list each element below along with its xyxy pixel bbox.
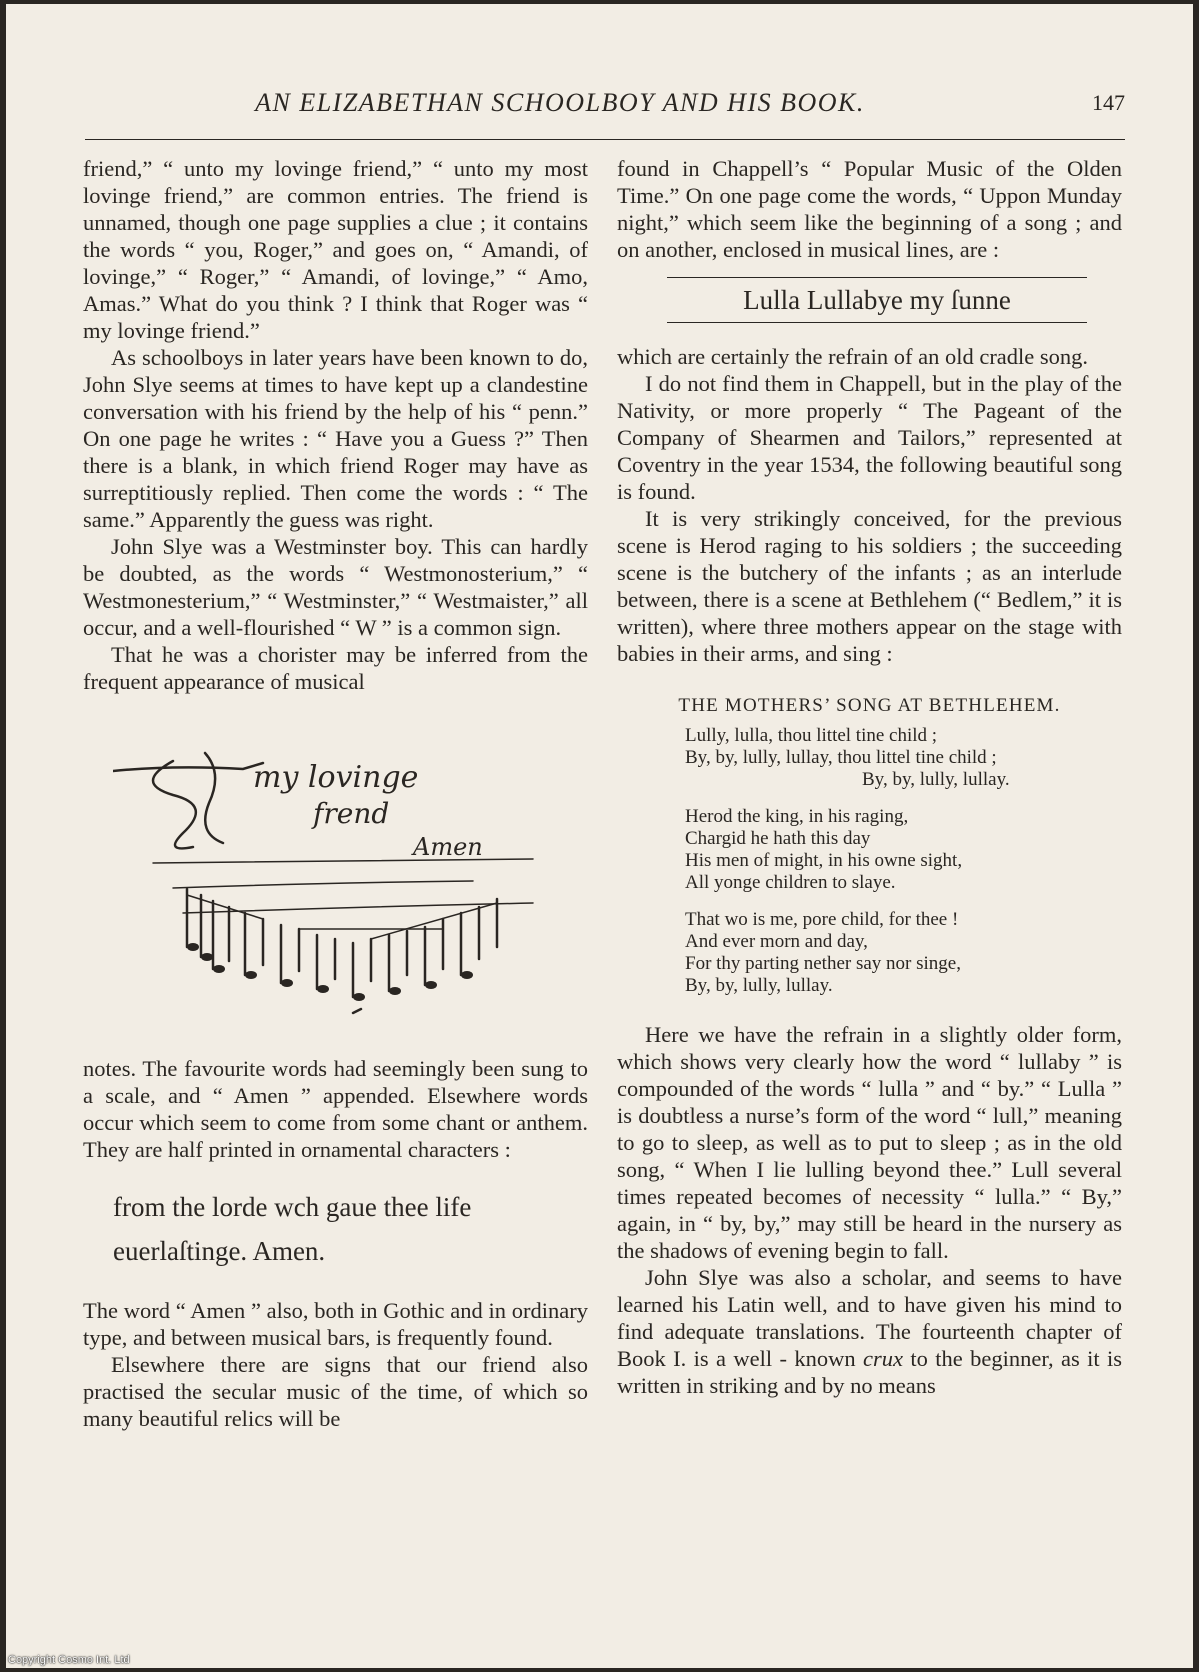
paragraph: friend,” “ unto my lovinge friend,” “ unto my most lovinge friend,” are common entries. The friend is unnamed, though one page supplies a clue ; it contains the words “ you, Roger,” and goes on, “ Amandi, of lovinge,” “ Roger,” “ Amandi, of lovinge,” “ Amo, Amas.” What do you think ? I think that Roger was “ my lovinge friend.” [83, 156, 588, 343]
poem-line: By, by, lully, lullay. [862, 769, 1010, 790]
poem-line: By, by, lully, lullay, thou littel tine child ; [685, 747, 997, 768]
page-number: 147 [1092, 90, 1125, 115]
poem-stanza [685, 909, 1122, 997]
ornamental-line: from the lorde wch gaue thee life [113, 1192, 472, 1222]
paragraph: found in Chappell’s “ Popular Music of the Olden Time.” On one page come the words, “ Uppon Munday night,” which seem like the beginning of a song ; and on another, enclosed in musical lines, are : [617, 156, 1122, 262]
poem-line: Lully, lulla, thou littel tine child ; [685, 725, 938, 746]
paragraph: The word “ Amen ” also, both in Gothic and in ordinary type, and between musical bars, is frequently found. [83, 1298, 588, 1350]
poem [685, 725, 1122, 997]
poem-line: For thy parting nether say nor singe, [685, 953, 961, 974]
italic-word: crux [863, 1346, 904, 1371]
paragraph: Here we have the refrain in a slightly older form, which shows very clearly how the word “ lullaby ” is compounded of the words “ lulla ” and “ by.” “ Lulla ” is doubtless a nurse’s form of the word “ lull,” meaning to go to sleep, as well as to put to sleep ; as in the old song, “ When I lie lulling beyond thee.” Lull several times repeated becomes of necessity “ lulla.” “ By,” again, in “ by, by,” may still be heard in the nursery as the shadows of evening begin to fall. [617, 1022, 1122, 1263]
poem-line: By, by, lully, lullay. [685, 975, 833, 996]
paragraph: I do not find them in Chappell, but in the play of the Nativity, or more properly “ The Pageant of the Company of Shearmen and Tailors,” represented at Coventry in the year 1534, the following beautiful song is found. [617, 371, 1122, 504]
paragraph: That he was a chorister may be inferred from the frequent appearance of musical [83, 642, 588, 694]
poem-stanza [685, 806, 1122, 894]
musical-notes-sketch [113, 713, 553, 1033]
manuscript-word: Amen [413, 833, 483, 861]
running-title: AN ELIZABETHAN SCHOOLBOY AND HIS BOOK. [255, 88, 865, 117]
header-rule [85, 139, 1125, 140]
copyright-watermark: Copyright Cosmo Int. Ltd [8, 1654, 130, 1666]
song-line-box: Lulla Lullabye my ſunne [667, 277, 1087, 323]
paragraph: which are certainly the refrain of an old cradle song. [617, 344, 1089, 369]
running-header [85, 88, 1125, 138]
poem-line: That wo is me, pore child, for thee ! [685, 909, 959, 930]
ornamental-quote [113, 1185, 588, 1273]
text-run: to the beginner, as it is written in striking and by no means [617, 1346, 1123, 1398]
left-column [83, 155, 588, 1432]
ornamental-line: euerlaſtinge. Amen. [113, 1236, 326, 1266]
poem-line: His men of might, in his owne sight, [685, 850, 963, 871]
poem-line: And ever morn and day, [685, 931, 868, 952]
text-run: John Slye was also a scholar, and seems to have learned his Latin well, and to have given his mind to find adequate translations. The fourteenth chapter of Book I. is a well - known [617, 1265, 1122, 1371]
poem-line: All yonge children to slaye. [685, 872, 896, 893]
paragraph: notes. The favourite words had seemingly been sung to a scale, and “ Amen ” appended. Elsewhere words occur which seem to come from some chant or anthem. They are half printed in ornamental characters : [83, 1056, 588, 1162]
poem-title: THE MOTHERS’ SONG AT BETHLEHEM. [678, 695, 1061, 716]
paragraph [617, 1264, 1122, 1399]
paragraph: John Slye was a Westminster boy. This can hardly be doubted, as the words “ Westmonosterium,” “ Westmonesterium,” “ Westminster,” “ Westmaister,” all occur, and a well-flourished “ W ” is a common sign. [83, 534, 588, 640]
poem-line: Herod the king, in his raging, [685, 806, 909, 827]
paragraph: It is very strikingly conceived, for the previous scene is Herod raging to his soldiers ; the succeeding scene is the butchery of the infants ; as an interlude between, there is a scene at Bethlehem (“ Bedlem,” it is written), where three mothers appear on the stage with babies in their arms, and sing : [617, 506, 1122, 666]
poem-line: Chargid he hath this day [685, 828, 871, 849]
right-column [617, 155, 1122, 1399]
manuscript-word: frend [313, 797, 390, 830]
manuscript-illustration [83, 713, 588, 1033]
poem-stanza [685, 725, 1122, 791]
manuscript-word: my lovinge [253, 760, 419, 795]
paragraph: As schoolboys in later years have been known to do, John Slye seems at times to have kept up a clandestine conversation with his friend by the help of his “ penn.” On one page he writes : “ Have you a Guess ?” Then there is a blank, in which friend Roger may have as surreptitiously replied. Then come the words : “ The same.” Apparently the guess was right. [83, 345, 588, 532]
paragraph: Elsewhere there are signs that our friend also practised the secular music of the time, of which so many beautiful relics will be [83, 1352, 588, 1431]
